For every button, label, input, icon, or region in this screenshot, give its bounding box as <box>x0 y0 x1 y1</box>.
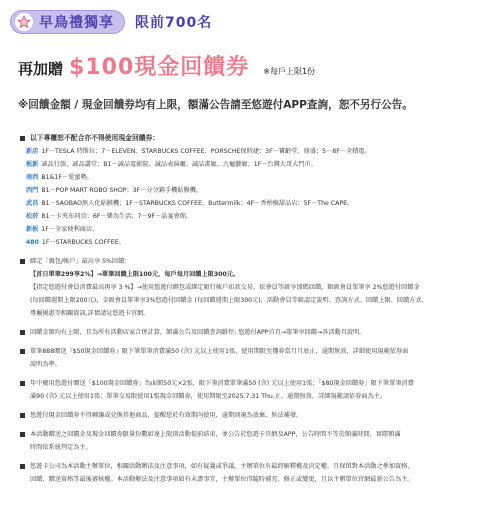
bullet-icon <box>20 259 25 264</box>
rule-text: 【首日單筆299享2%】→單筆回饋上限100元，每戶每月回饋上限300元。 <box>30 271 240 278</box>
mall-text: B1&1F－愛蜜勢。 <box>41 174 93 181</box>
terms-list <box>20 132 488 486</box>
excluded-section <box>20 132 488 145</box>
bullet-icon <box>20 464 25 469</box>
early-bird-badge <box>10 10 125 34</box>
mall-text: B1－POP MART ROBO SHOP；3F－分分鐘手機貼膜機。 <box>41 187 203 194</box>
rule-text: (每回饋週期上限200元)，金級會員單筆享3%悠遊付回饋金 (每回饋週期上限300元)，活動會員等級認定說明、查詢方式、回饋上限、回饋方式、 <box>30 297 428 304</box>
offer-line <box>18 50 315 81</box>
cap-notice: ※回饋金額 / 現金回饋券均有上限，額滿公告請至悠遊付APP查詢，恕不另行公告。 <box>18 99 413 111</box>
mall-name: 新板 <box>26 226 39 233</box>
rule-item <box>20 377 488 403</box>
rule-item <box>20 460 488 486</box>
excluded-title: 以下專櫃恕不配合亦不得使用現金回饋券： <box>30 134 160 142</box>
promo-header <box>10 10 212 34</box>
rule-text: 回饋、贈送資格等最後審核權。本活動辦法及注意事項如有未盡事宜，主辦單位得隨時補充、修正或變更，且以主辦單位官網最新公告為主。 <box>30 476 414 483</box>
mall-text: 1F－STARBUCKS COFFEE。 <box>41 239 125 246</box>
mall-row <box>20 236 488 249</box>
mall-name: 西門 <box>26 187 39 194</box>
mall-text: 1F－全家便利商店。 <box>41 226 99 233</box>
mall-row <box>20 171 488 184</box>
mall-row <box>20 158 488 171</box>
rule-text: 本活動贈送之回饋金及現金回饋券限量份數如達上限則活動提前結束，並公告於悠遊卡官網及APP，公告時間不等於額滿時間，實際額滿 <box>30 431 401 438</box>
mall-row <box>20 210 488 223</box>
rule-text: 【指定悠遊付會員消費最高再享 3 %】→使用悠遊付綁包或綁定銀行帳戶扣款交易，依會員等級享加碼回饋，銀級會員單筆享 2%悠遊付回饋金 <box>30 284 420 291</box>
star-icon <box>15 13 33 31</box>
mall-name: 新店 <box>26 148 39 155</box>
quota-label: 限前700名 <box>135 15 213 31</box>
mall-name: 板新 <box>26 161 39 168</box>
rule-text: 時間依系統判定為主。 <box>30 444 92 451</box>
mall-text: B1－卡夾布同鳥；6F－樂為生活；7－9F－晶宴會館。 <box>41 213 193 220</box>
offer-amount: $100現金回饋券 <box>69 55 250 80</box>
mall-name: 南西 <box>26 174 39 181</box>
mall-row <box>20 184 488 197</box>
offer-note: ※每戶上限1份 <box>263 67 316 76</box>
bullet-icon <box>20 413 25 418</box>
mall-name: 480 <box>26 239 39 246</box>
rule-text: 年中慶用悠遊付贈送「$100現金回饋券」為面額50元×2張，限下筆消費單筆滿50 (含) 元以上使用1張；「$80現金回饋券」限下筆單筆消費 <box>30 380 414 387</box>
offer-prefix: 再加贈 <box>18 60 64 78</box>
rule-text: 專屬優惠等相關資訊,詳情請見悠遊卡官網。 <box>30 310 150 317</box>
rule-text: 悠遊卡公司為本活動主辦單位，相關活動辦法及注意事項，如有疑義或爭議，主辦單位有最終解釋權及決定權，且保留對本活動之參加資格、 <box>30 463 414 470</box>
rule-item <box>20 409 488 422</box>
rule-text: 說明為準。 <box>30 361 61 368</box>
bullet-icon <box>20 381 25 386</box>
rule-text: 悠遊付現金回饋券不得轉讓或兌換其他商品，提醒您於有效期內使用，逾期則視為放棄，無法補發。 <box>30 412 303 419</box>
rule-text: 回饋金額均有上限，且為所有活動店家合併計算，額滿公告及回饋查詢路徑: 悠遊付APP首頁→單筆享回饋→各活動頁說明。 <box>30 329 366 336</box>
rule-item <box>20 326 488 339</box>
rule-item <box>20 255 488 320</box>
mall-row <box>20 223 488 236</box>
mall-text: 誠品行旅、誠品講堂；B1－誠品電影院、誠品表演廳、誠品畫廊、九龜藝廊；1F－台灣大哥大門市。 <box>41 161 317 168</box>
bullet-icon <box>20 432 25 437</box>
mall-text: B1－SAOBAO無人化貼膜機；1F－STARBUCKS COFFEE、Buttermilk；4F－香柏樹甜品店；5F－The CAPE。 <box>41 200 354 207</box>
rule-text: 單筆888贈送『$50現金回饋券』限下筆單筆消費滿50 (含) 元以上使用1張，使用期限至獲券當月月底止，逾期無效，詳細使用規範依券面 <box>30 348 409 355</box>
rule-item <box>20 428 488 454</box>
rule-text: 滿90 (含) 元以上使用1張；單筆交易限使用1張現金回饋券，使用期限至2025.7.31 Thu.止，逾期無效，詳細規範請依券面為主。 <box>30 393 387 400</box>
bullet-icon <box>20 349 25 354</box>
mall-name: 松菸 <box>26 213 39 220</box>
bullet-icon <box>20 330 25 335</box>
mall-row <box>20 197 488 210</box>
bullet-icon <box>20 136 25 141</box>
mall-text: 1F－TESLA 特斯拉；7－ELEVEN、STARBUCKS COFFEE、PORSCHE保時捷；3F－寶齡堂、鼎盛；5－8F－全積電。 <box>41 148 371 155</box>
mall-row <box>20 145 488 158</box>
mall-name: 武昌 <box>26 200 39 207</box>
badge-label: 早鳥禮獨享 <box>39 15 114 31</box>
rule-item <box>20 345 488 371</box>
rule-text: 綁定「親包/帳戶」最高享 5%回饋： <box>30 258 131 265</box>
